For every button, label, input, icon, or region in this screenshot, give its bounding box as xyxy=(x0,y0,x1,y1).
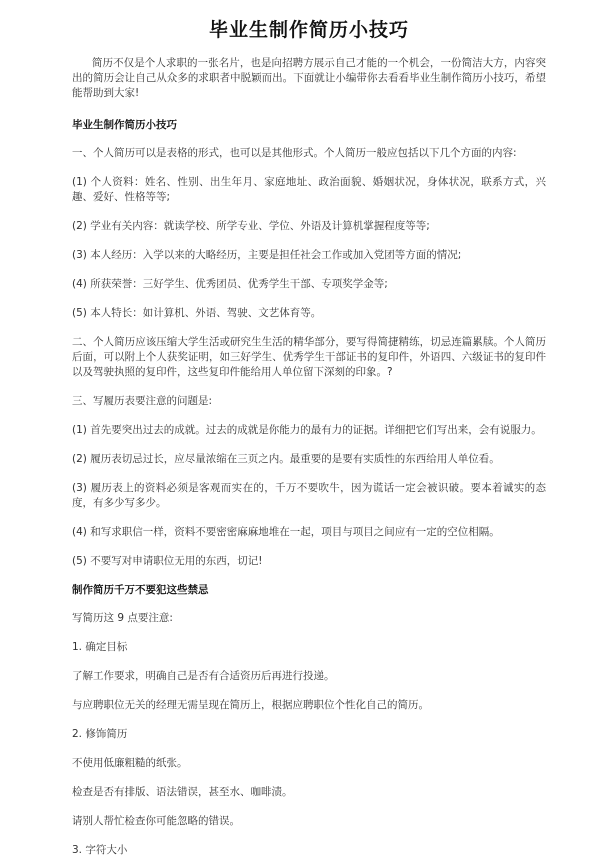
paragraph: 一、个人简历可以是表格的形式，也可以是其他形式。个人简历一般应包括以下几个方面的内容: xyxy=(72,147,517,159)
paragraph: (4) 所获荣誉：三好学生、优秀团员、优秀学生干部、专项奖学金等; xyxy=(72,278,388,290)
list-item-heading: 2. 修饰简历 xyxy=(72,728,128,740)
paragraph: 请别人帮忙检查你可能忽略的错误。 xyxy=(72,815,240,827)
document-title: 毕业生制作简历小技巧 xyxy=(208,19,409,41)
paragraph: 了解工作要求，明确自己是否有合适资历后再进行投递。 xyxy=(72,670,335,682)
intro-paragraph: 简历不仅是个人求职的一张名片，也是向招聘方展示自己才能的一个机会，一份简洁大方，内容突出的简历会让自己从众多的求职者中脱颖而出。下面就让小编带你去看看毕业生制作简历小技巧，希望能帮助到大家! xyxy=(72,57,546,99)
paragraph: 与应聘职位无关的经理无需呈现在简历上，根据应聘职位个性化自己的简历。 xyxy=(72,699,429,711)
paragraph: 不使用低廉粗糙的纸张。 xyxy=(72,757,188,769)
paragraph: 二、个人简历应该压缩大学生活或研究生生活的精华部分，要写得简捷精练，切忌连篇累牍。个人简历后面，可以附上个人获奖证明，如三好学生、优秀学生干部证书的复印件，外语四、六级证书的复印件以及驾驶执照的复印件，这些复印件能给用人单位留下深刻的印象。? xyxy=(72,336,546,378)
paragraph: (4) 和写求职信一样，资料不要密密麻麻地堆在一起，项目与项目之间应有一定的空位相隔。 xyxy=(72,526,500,538)
paragraph: 检查是否有排版、语法错误，甚至水、咖啡渍。 xyxy=(72,786,293,798)
paragraph: (1) 个人资料：姓名、性别、出生年月、家庭地址、政治面貌、婚姻状况，身体状况，联系方式，兴趣、爱好、性格等等; xyxy=(72,176,546,203)
paragraph: (2) 履历表切忌过长，应尽量浓缩在三页之内。最重要的是要有实质性的东西给用人单位看。 xyxy=(72,453,500,465)
paragraph: (5) 不要写对申请职位无用的东西，切记! xyxy=(72,555,263,567)
list-item-heading: 1. 确定目标 xyxy=(72,641,128,653)
section-heading-tips: 毕业生制作简历小技巧 xyxy=(72,119,177,131)
paragraph: (1) 首先要突出过去的成就。过去的成就是你能力的最有力的证据。详细把它们写出来，会有说服力。 xyxy=(72,424,542,436)
paragraph: 写简历这 9 点要注意: xyxy=(72,612,173,624)
paragraph: (3) 履历表上的资料必须是客观而实在的，千万不要吹牛，因为谎话一定会被识破。要本着诚实的态度，有多少写多少。 xyxy=(72,482,546,509)
list-item-heading: 3. 字符大小 xyxy=(72,844,128,856)
paragraph: (3) 本人经历：入学以来的大略经历，主要是担任社会工作或加入党团等方面的情况; xyxy=(72,249,462,261)
section-heading-taboos: 制作简历千万不要犯这些禁忌 xyxy=(72,584,209,596)
paragraph: (2) 学业有关内容：就读学校、所学专业、学位、外语及计算机掌握程度等等; xyxy=(72,220,430,232)
paragraph: 三、写履历表要注意的问题是: xyxy=(72,395,213,407)
paragraph: (5) 本人特长：如计算机、外语、驾驶、文艺体育等。 xyxy=(72,307,322,319)
